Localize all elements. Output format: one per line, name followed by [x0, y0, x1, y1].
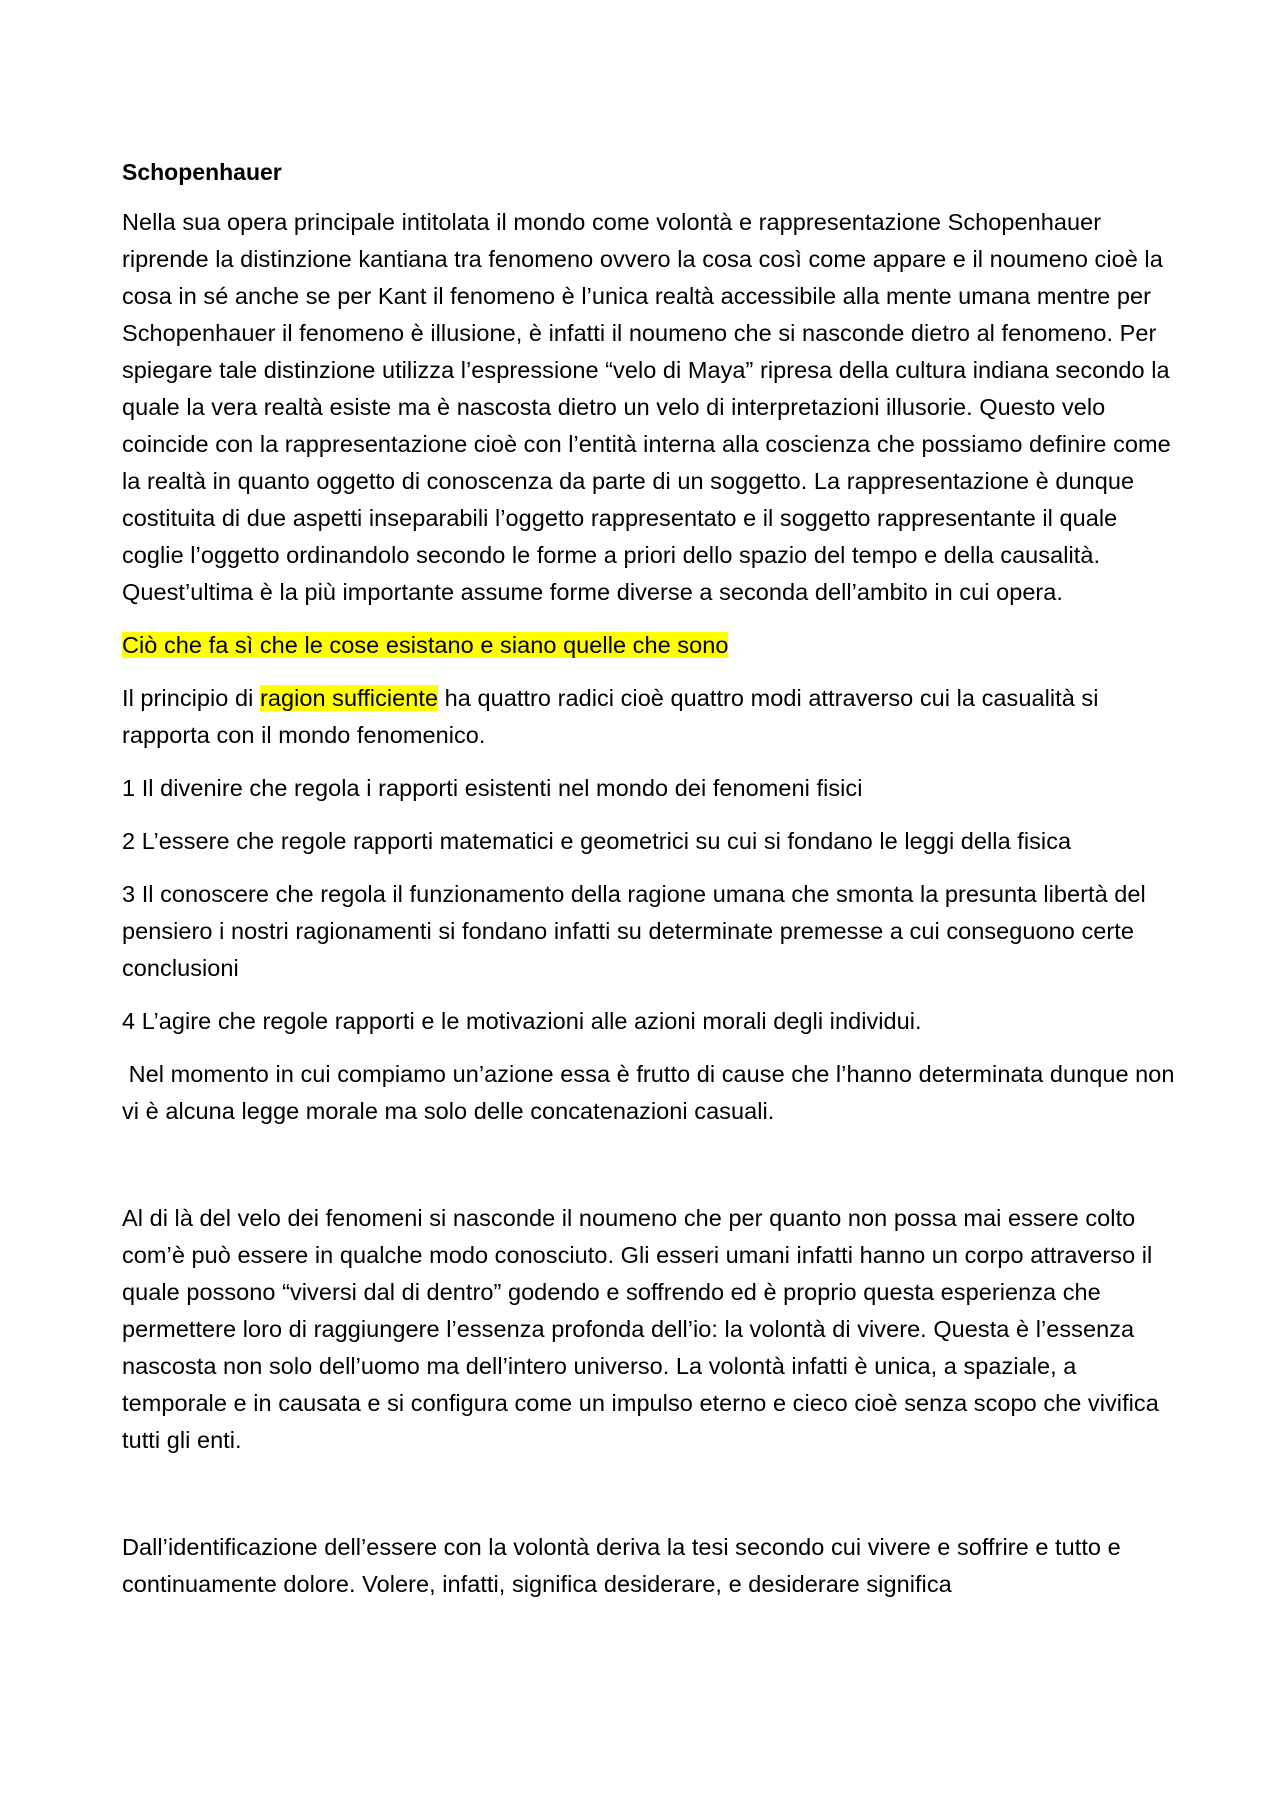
list-item-2: 2 L’essere che regole rapporti matematici e geometrici su cui si fondano le leggi della fisica [122, 828, 1072, 854]
list-item-3: 3 Il conoscere che regola il funzionamento della ragione umana che smonta la presunta libertà del pensiero i nostri ragionamenti si fondano infatti su determinate premesse a cui conseguono certe conclusioni [122, 881, 1146, 981]
paragraph-intro: Nella sua opera principale intitolata il mondo come volontà e rappresentazione Schopenhauer riprende la distinzione kantiana tra fenomeno ovvero la cosa così come appare e il noumeno cioè la cosa in sé anche se per Kant il fenomeno è l’unica realtà accessibile alla mente umana mentre per Schopenhauer il fenomeno è illusione, è infatti il noumeno che si nasconde dietro al fenomeno. Per spiegare tale distinzione utilizza l’espressione “velo di Maya” ripresa della cultura indiana secondo la quale la vera realtà esiste ma è nascosta dietro un velo di interpretazioni illusorie. Questo velo coincide con la rappresentazione cioè con l’entità interna alla coscienza che possiamo definire come la realtà in quanto oggetto di conoscenza da parte di un soggetto. La rappresentazione è dunque costituita di due aspetti inseparabili l’oggetto rappresentato e il soggetto rappresentante il quale coglie l’oggetto ordinandolo secondo le forme a priori dello spazio del tempo e della causalità. Quest’ultima è la più importante assume forme diverse a seconda dell’ambito in cui opera. [122, 209, 1171, 605]
blank-line [122, 1475, 1180, 1529]
principle-text-before: Il principio di [122, 685, 260, 711]
principle-text-after: ha quattro radici cioè quattro modi attraverso cui la casualità si rapporta con il mondo fenomenico. [122, 685, 1099, 748]
paragraph-noumeno: Al di là del velo dei fenomeni si nasconde il noumeno che per quanto non possa mai essere colto com’è può essere in qualche modo conosciuto. Gli esseri umani infatti hanno un corpo attraverso il quale possono “viversi dal di dentro” godendo e soffrendo ed è proprio questa esperienza che permettere loro di raggiungere l’essenza profonda dell’io: la volontà di vivere. Questa è l’essenza nascosta non solo dell’uomo ma dell’intero universo. La volontà infatti è unica, a spaziale, a temporale e in causata e si configura come un impulso eterno e cieco cioè senza scopo che vivifica tutti gli enti. [122, 1205, 1159, 1453]
paragraph-action [122, 1056, 1180, 1130]
document-title: Schopenhauer [122, 159, 282, 185]
highlighted-line [122, 627, 1180, 664]
paragraph-principle [122, 680, 1180, 754]
principle-highlight: ragion sufficiente [259, 685, 439, 711]
list-item-4: 4 L’agire che regole rapporti e le motivazioni alle azioni morali degli individui. [122, 1008, 922, 1034]
paragraph-last: Dall’identificazione dell’essere con la volontà deriva la tesi secondo cui vivere e soffrire e tutto e continuamente dolore. Volere, infatti, significa desiderare, e desiderare significa [122, 1534, 1121, 1597]
action-text: Nel momento in cui compiamo un’azione essa è frutto di cause che l’hanno determinata dunque non vi è alcuna legge morale ma solo delle concatenazioni casuali. [122, 1061, 1175, 1124]
blank-line [122, 1146, 1180, 1200]
list-item-1: 1 Il divenire che regola i rapporti esistenti nel mondo dei fenomeni fisici [122, 775, 863, 801]
highlighted-text: Ciò che fa sì che le cose esistano e siano quelle che sono [122, 632, 729, 658]
